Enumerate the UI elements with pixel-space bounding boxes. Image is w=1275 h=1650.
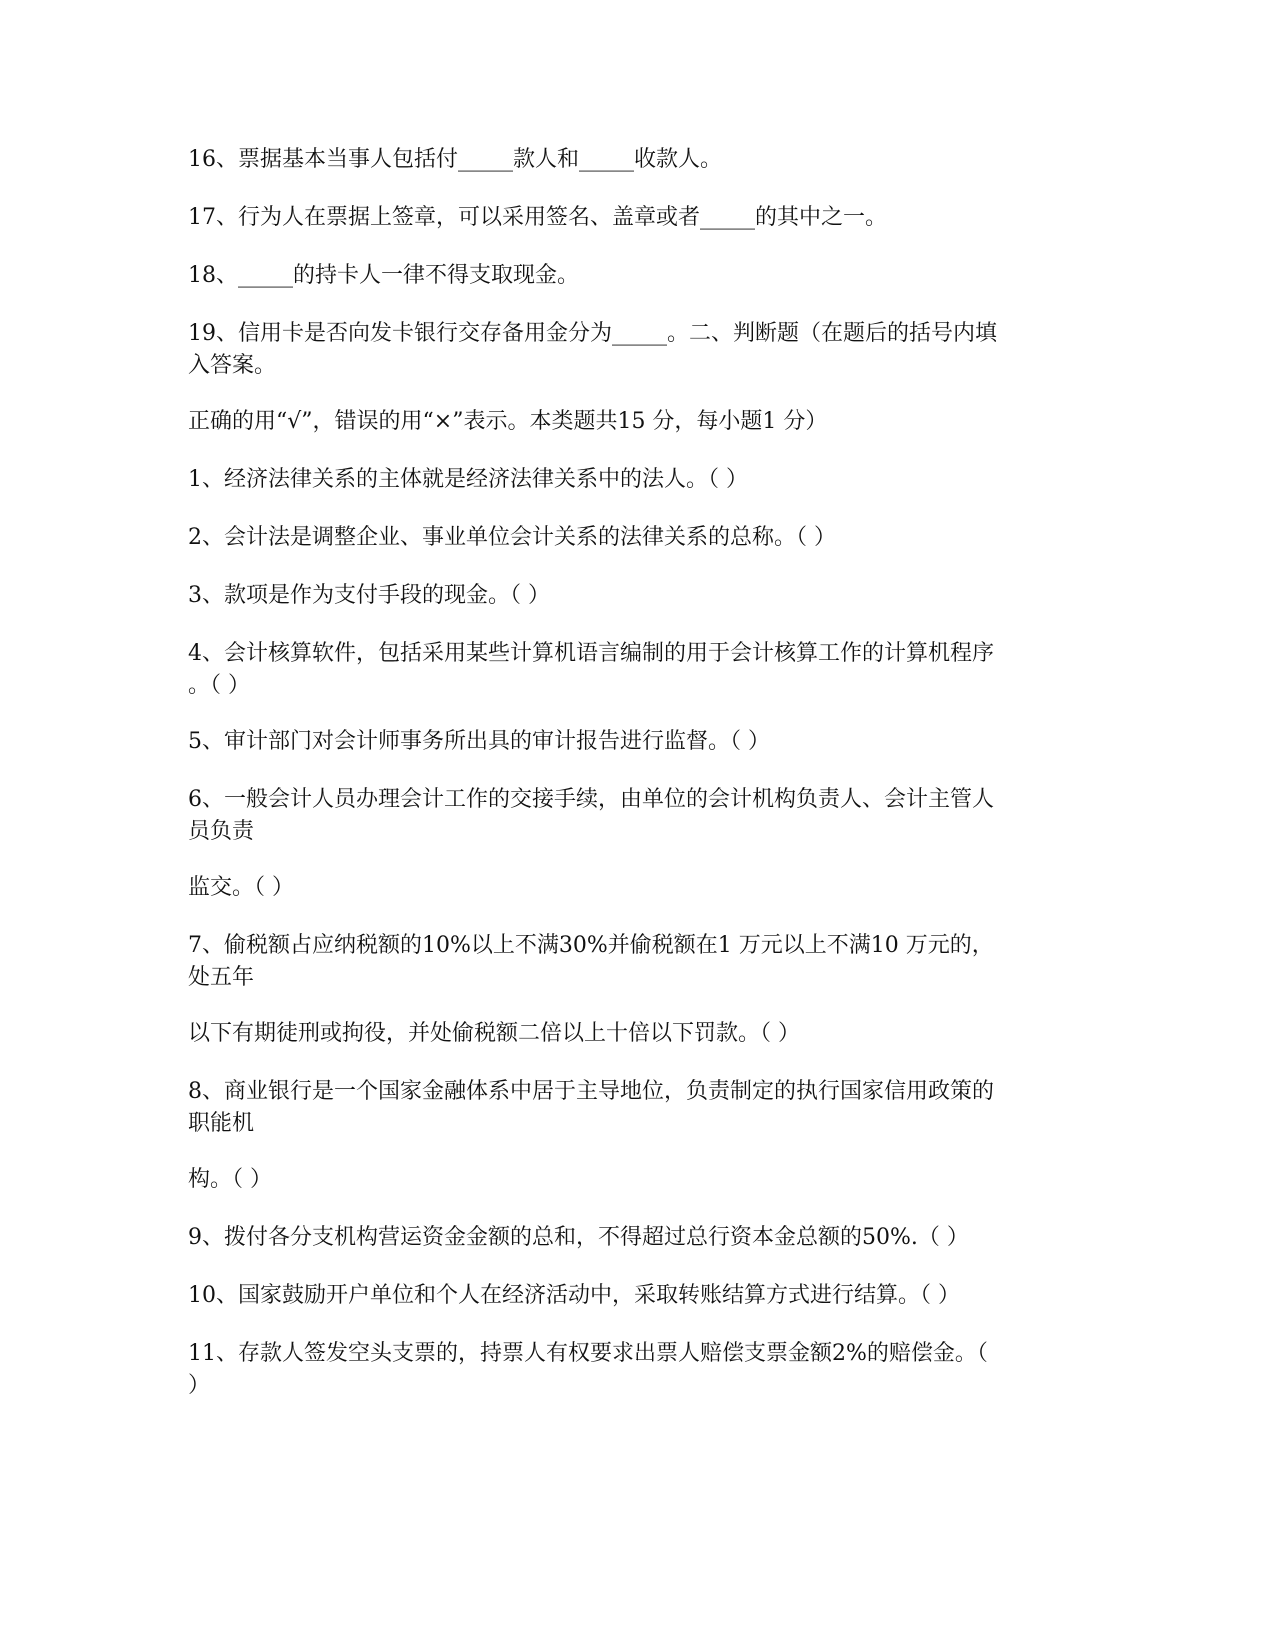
paragraph-instructions (188, 406, 1088, 438)
paragraph-line: 11、存款人签发空头支票的，持票人有权要求出票人赔偿支票金额2%的赔偿金。（ (188, 1341, 988, 1366)
paragraph-tf7 (188, 930, 1088, 994)
paragraph-tf4 (188, 638, 1088, 702)
paragraph-line: 以下有期徒刑或拘役，并处偷税额二倍以上十倍以下罚款。（ ） (188, 1021, 800, 1046)
paragraph-tf8-cont (188, 1164, 1088, 1196)
paragraph-q19 (188, 318, 1088, 382)
paragraph-line: 4、会计核算软件，包括采用某些计算机语言编制的用于会计核算工作的计算机程序 (188, 641, 994, 666)
paragraph-line: 处五年 (188, 965, 255, 990)
paragraph-line: 7、偷税额占应纳税额的10%以上不满30%并偷税额在1 万元以上不满10 万元的， (188, 933, 994, 958)
paragraph-tf8 (188, 1076, 1088, 1140)
paragraph-q18 (188, 260, 1088, 292)
paragraph-line: 18、_____的持卡人一律不得支取现金。 (188, 263, 579, 288)
paragraph-tf7-cont (188, 1018, 1088, 1050)
paragraph-line: 8、商业银行是一个国家金融体系中居于主导地位，负责制定的执行国家信用政策的 (188, 1079, 994, 1104)
paragraph-tf5 (188, 726, 1088, 758)
paragraph-tf11 (188, 1338, 1088, 1402)
paragraph-line: 构。（ ） (188, 1167, 272, 1192)
paragraph-tf6-cont (188, 872, 1088, 904)
paragraph-tf10 (188, 1280, 1088, 1312)
paragraph-line: 6、一般会计人员办理会计工作的交接手续，由单位的会计机构负责人、会计主管人 (188, 787, 994, 812)
paragraph-line: 5、审计部门对会计师事务所出具的审计报告进行监督。（ ） (188, 729, 770, 754)
paragraph-line: 19、信用卡是否向发卡银行交存备用金分为_____。二、判断题（在题后的括号内填 (188, 321, 997, 346)
paragraph-tf3 (188, 580, 1088, 612)
paragraph-tf9 (188, 1222, 1088, 1254)
paragraph-tf2 (188, 522, 1088, 554)
paragraph-q17 (188, 202, 1088, 234)
paragraph-line: 3、款项是作为支付手段的现金。（ ） (188, 583, 550, 608)
paragraph-line: 1、经济法律关系的主体就是经济法律关系中的法人。（ ） (188, 467, 748, 492)
paragraph-line: 入答案。 (188, 353, 277, 378)
paragraph-line: 9、拨付各分支机构营运资金金额的总和，不得超过总行资本金总额的50%.（ ） (188, 1225, 969, 1250)
paragraph-line: 员负责 (188, 819, 255, 844)
paragraph-line: 16、票据基本当事人包括付_____款人和_____收款人。 (188, 147, 722, 172)
paragraph-line: ） (188, 1373, 211, 1398)
paragraph-line: 正确的用“√”，错误的用“×”表示。本类题共15 分，每小题1 分） (188, 409, 828, 434)
paragraph-line: 17、行为人在票据上签章，可以采用签名、盖章或者_____的其中之一。 (188, 205, 887, 230)
paragraph-line: 2、会计法是调整企业、事业单位会计关系的法律关系的总称。（ ） (188, 525, 836, 550)
paragraph-tf1 (188, 464, 1088, 496)
paragraph-line: 。（ ） (188, 673, 250, 698)
paragraph-line: 监交。（ ） (188, 875, 294, 900)
paragraph-q16 (188, 144, 1088, 176)
paragraph-line: 10、国家鼓励开户单位和个人在经济活动中，采取转账结算方式进行结算。（ ） (188, 1283, 960, 1308)
paragraph-tf6 (188, 784, 1088, 848)
paragraph-line: 职能机 (188, 1111, 255, 1136)
